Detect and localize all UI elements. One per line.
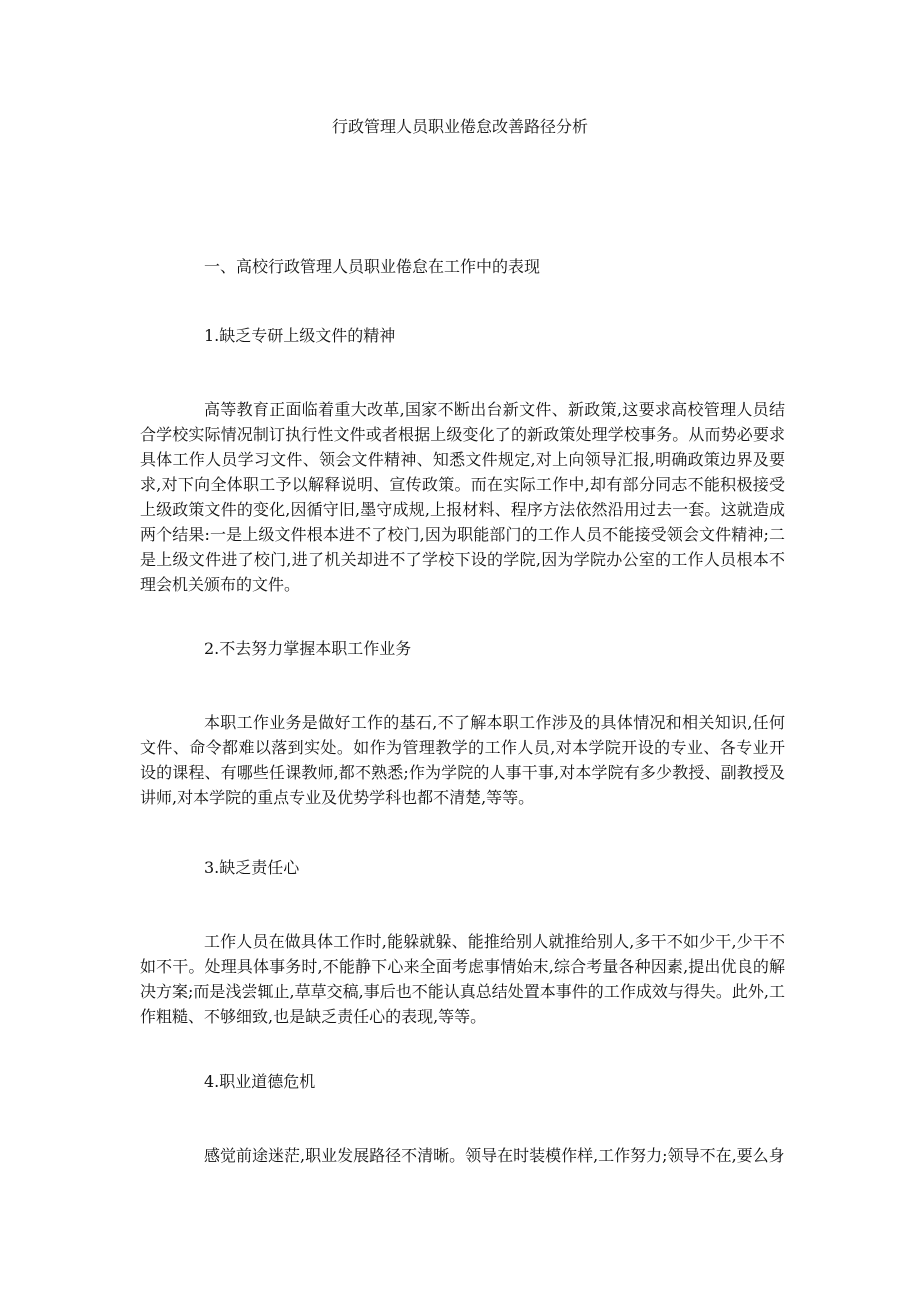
paragraph-1: 高等教育正面临着重大改革,国家不断出台新文件、新政策,这要求高校管理人员结合学校实际情况制订执行性文件或者根据上级变化了的新政策处理学校事务。从而势必要求具体工作人员学习文件、领会文件精神、知悉文件规定,对上向领导汇报,明确政策边界及要求,对下向全体职工予以解释说明、宣传政策。而在实际工作中,却有部分同志不能积极接受上级政策文件的变化,因循守旧,墨守成规,上报材料、程序方法依然沿用过去一套。这就造成两个结果:一是上级文件根本进不了校门,因为职能部门的工作人员不能接受领会文件精神;二是上级文件进了校门,进了机关却进不了学校下设的学院,因为学院办公室的工作人员根本不理会机关颁布的文件。	[140, 400, 785, 594]
document-title: 行政管理人员职业倦怠改善路径分析	[331, 117, 588, 136]
subsection-heading-4: 4.职业道德危机	[204, 1072, 316, 1091]
paragraph-2: 本职工作业务是做好工作的基石,不了解本职工作涉及的具体情况和相关知识,任何文件、命令都难以落到实处。如作为管理教学的工作人员,对本学院开设的专业、各专业开设的课程、有哪些任课教师,都不熟悉;作为学院的人事干事,对本学院有多少教授、副教授及讲师,对本学院的重点专业及优势学科也都不清楚,等等。	[140, 713, 785, 807]
subsection-heading-1: 1.缺乏专研上级文件的精神	[204, 326, 396, 345]
section-heading: 一、高校行政管理人员职业倦怠在工作中的表现	[204, 257, 541, 276]
paragraph-4: 感觉前途迷茫,职业发展路径不清晰。领导在时装模作样,工作努力;领导不在,要么身	[204, 1146, 785, 1165]
subsection-heading-3: 3.缺乏责任心	[204, 858, 300, 877]
subsection-heading-2: 2.不去努力掌握本职工作业务	[204, 639, 412, 658]
paragraph-3: 工作人员在做具体工作时,能躲就躲、能推给别人就推给别人,多干不如少干,少干不如不干。处理具体事务时,不能静下心来全面考虑事情始末,综合考量各种因素,提出优良的解决方案;而是浅尝辄止,草草交稿,事后也不能认真总结处置本事件的工作成效与得失。此外,工作粗糙、不够细致,也是缺乏责任心的表现,等等。	[140, 932, 785, 1026]
